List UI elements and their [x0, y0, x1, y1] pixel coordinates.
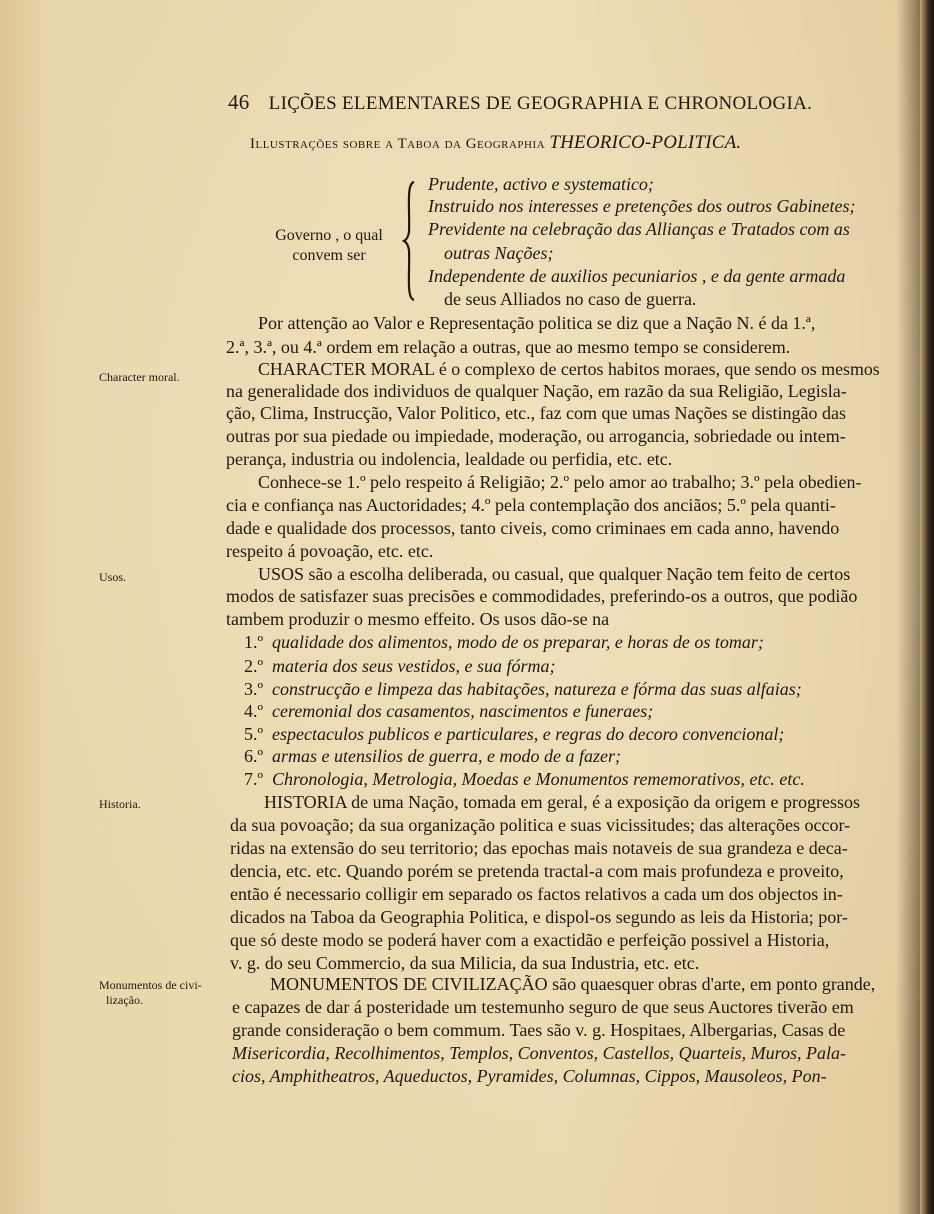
body-line: dade e qualidade dos processos, tanto civeis, como criminaes em cada anno, havendo	[226, 518, 840, 538]
body-line: outras por sua piedade ou impiedade, moderação, ou arrogancia, sobriedade ou intem-	[226, 426, 846, 446]
margin-note-character: Character moral.	[99, 370, 180, 384]
body-line: Conhece-se 1.º pelo respeito á Religião; 2.º pelo amor ao trabalho; 3.º pela obedien-	[258, 472, 862, 492]
body-line: tambem produzir o mesmo effeito. Os usos dão-se na	[226, 609, 610, 629]
margin-note-monumentos: Monumentos de civi-	[99, 978, 202, 992]
list-item: 4.º ceremonial dos casamentos, nascimentos e funeraes;	[244, 701, 654, 721]
body-line: modos de satisfazer suas precisões e commodidades, preferindo-os a outros, que podião	[226, 586, 858, 606]
curly-brace-icon	[402, 180, 420, 302]
governo-label-line1: Governo , o qual	[275, 227, 383, 244]
historia-line: que só deste modo se poderá haver com a exactidão e perfeição possivel a Historia,	[230, 930, 830, 950]
governo-line: Instruido nos interesses e pretenções dos outros Gabinetes;	[428, 196, 856, 216]
section-subtitle	[250, 132, 741, 154]
list-item: 7.º Chronologia, Metrologia, Moedas e Monumentos rememorativos, etc. etc.	[244, 769, 805, 789]
subtitle-italic: THEORICO-POLITICA.	[549, 132, 742, 153]
governo-line: Previdente na celebração das Allianças e Tratados com as	[428, 219, 850, 239]
list-item: 1.º qualidade dos alimentos, modo de os preparar, e horas de os tomar;	[244, 632, 764, 652]
subtitle-prefix: Illustrações sobre a Taboa da Geographia	[250, 136, 546, 152]
body-line: cia e confiança nas Auctoridades; 4.º pela contemplação dos anciãos; 5.º pela quanti-	[226, 495, 836, 515]
monumentos-line: e capazes de dar á posteridade um testemunho seguro de que seus Auctores tiverão em	[232, 997, 854, 1017]
running-header	[228, 90, 812, 115]
list-item: 3.º construcção e limpeza das habitações, natureza e fórma das suas alfaias;	[244, 679, 802, 699]
monumentos-line: grande consideração o bem commum. Taes são v. g. Hospitaes, Albergarias, Casas de	[232, 1020, 846, 1040]
historia-line: dencia, etc. etc. Quando porém se pretenda tractal-a com mais profundeza e proveito,	[230, 861, 844, 881]
governo-label	[254, 226, 404, 266]
historia-line: v. g. do seu Commercio, da sua Milicia, da sua Industria, etc. etc.	[230, 953, 700, 973]
body-line: 2.ª, 3.ª, ou 4.ª ordem em relação a outras, que ao mesmo tempo se considerem.	[226, 337, 791, 357]
historia-line: dicados na Taboa da Geographia Politica, e dispol-os segundo as leis da Historia; por-	[230, 907, 848, 927]
body-line: Por attenção ao Valor e Representação politica se diz que a Nação N. é da 1.ª,	[258, 313, 816, 333]
margin-note-monumentos-2: lização.	[106, 993, 143, 1007]
monumentos-line: Misericordia, Recolhimentos, Templos, Conventos, Castellos, Quarteis, Muros, Pala-	[232, 1043, 846, 1063]
page-number: 46	[228, 90, 250, 114]
body-line: ção, Clima, Instrucção, Valor Politico, etc., faz com que umas Nações se distingão das	[226, 403, 846, 423]
body-line: CHARACTER MORAL é o complexo de certos habitos moraes, que sendo os mesmos	[258, 359, 880, 379]
historia-line: então é necessario colligir em separado os factos relativos a cada um dos objectos in-	[230, 884, 843, 904]
list-item: 6.º armas e utensilios de guerra, e modo de a fazer;	[244, 746, 621, 766]
list-item: 5.º espectaculos publicos e particulares, e regras do decoro convencional;	[244, 724, 785, 744]
list-item: 2.º materia dos seus vestidos, e sua fórma;	[244, 656, 556, 676]
governo-line: de seus Alliados no caso de guerra.	[444, 289, 697, 309]
margin-note-usos: Usos.	[99, 570, 127, 584]
historia-line: HISTORIA de uma Nação, tomada em geral, é a exposição da origem e progressos	[264, 792, 860, 812]
governo-line: outras Nações;	[444, 243, 554, 263]
body-line: respeito á povoação, etc. etc.	[226, 541, 434, 561]
governo-line: Independente de auxilios pecuniarios , e da gente armada	[428, 266, 846, 286]
historia-line: ridas na extensão do seu territorio; das epochas mais notaveis de sua grandeza e deca-	[230, 838, 848, 858]
body-line: na generalidade dos individuos de qualquer Nação, em razão da sua Religião, Legisla-	[226, 381, 847, 401]
running-title: LIÇÕES ELEMENTARES DE GEOGRAPHIA E CHRONOLOGIA.	[268, 93, 813, 114]
historia-line: da sua povoação; da sua organização politica e suas vicissitudes; das alterações occor-	[230, 815, 851, 835]
body-line: perança, industria ou indolencia, lealdade ou perfidia, etc. etc.	[226, 449, 673, 469]
monumentos-line: cios, Amphitheatros, Aqueductos, Pyramides, Columnas, Cippos, Mausoleos, Pon-	[232, 1066, 827, 1086]
monumentos-line: MONUMENTOS DE CIVILIZAÇÃO são quaesquer obras d'arte, em ponto grande,	[270, 974, 876, 994]
margin-note-historia: Historia.	[99, 797, 141, 811]
governo-label-line2: convem ser	[292, 247, 366, 264]
governo-line: Prudente, activo e systematico;	[428, 174, 654, 194]
book-spine-edge	[920, 0, 934, 1214]
body-line: USOS são a escolha deliberada, ou casual, que qualquer Nação tem feito de certos	[258, 564, 851, 584]
